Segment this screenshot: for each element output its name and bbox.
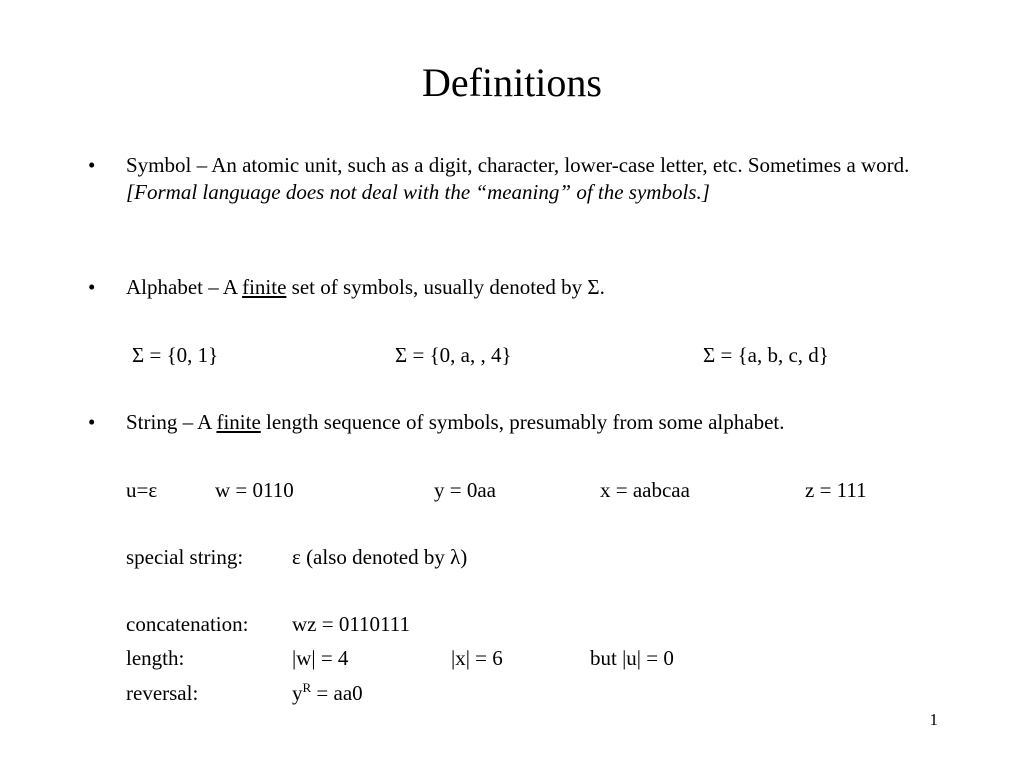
bullet-alphabet-marker: •: [88, 275, 96, 299]
alphabet-example-2: Σ = {0, a, , 4}: [395, 343, 512, 367]
length-value-w: |w| = 4: [292, 646, 349, 670]
reversal-superscript: R: [302, 680, 312, 695]
bullet-symbol-text: Symbol – An atomic unit, such as a digit, character, lower-case letter, etc. Sometimes a word.: [126, 153, 910, 177]
alphabet-example-3: Σ = {a, b, c, d}: [703, 343, 829, 367]
alphabet-example-1: Σ = {0, 1}: [132, 343, 219, 367]
concatenation-value: wz = 0110111: [292, 612, 410, 636]
bullet-alphabet-before: Alphabet – A: [126, 275, 243, 299]
bullet-string-before: String – A: [126, 410, 217, 434]
reversal-value: [292, 680, 363, 707]
reversal-rest: = aa0: [311, 681, 363, 705]
string-example-w: w = 0110: [215, 478, 294, 502]
bullet-string-marker: •: [88, 410, 96, 434]
page-number: 1: [929, 710, 938, 729]
bullet-string: [126, 409, 956, 436]
special-string-value: ε (also denoted by λ): [292, 545, 468, 569]
concatenation-label: concatenation:: [126, 612, 249, 636]
string-example-y: y = 0aa: [434, 478, 496, 502]
bullet-string-after: length sequence of symbols, presumably from some alphabet.: [260, 410, 785, 434]
bullet-alphabet-after: set of symbols, usually denoted by Σ.: [286, 275, 605, 299]
bullet-symbol-marker: •: [88, 153, 96, 177]
bullet-alphabet: [126, 274, 956, 301]
string-example-u: u=ε: [126, 478, 158, 502]
string-example-x: x = aabcaa: [600, 478, 690, 502]
bullet-symbol: [126, 152, 956, 206]
bullet-string-underlined: finite: [216, 410, 261, 434]
slide-title: Definitions: [422, 60, 602, 105]
bullet-symbol-italic: [Formal language does not deal with the “meaning” of the symbols.]: [126, 180, 710, 204]
length-label: length:: [126, 646, 185, 670]
reversal-base: y: [292, 681, 303, 705]
string-example-z: z = 111: [805, 478, 867, 502]
length-value-x: |x| = 6: [451, 646, 503, 670]
special-string-label: special string:: [126, 545, 244, 569]
reversal-label: reversal:: [126, 681, 199, 705]
bullet-alphabet-underlined: finite: [242, 275, 287, 299]
length-value-u: but |u| = 0: [590, 646, 674, 670]
